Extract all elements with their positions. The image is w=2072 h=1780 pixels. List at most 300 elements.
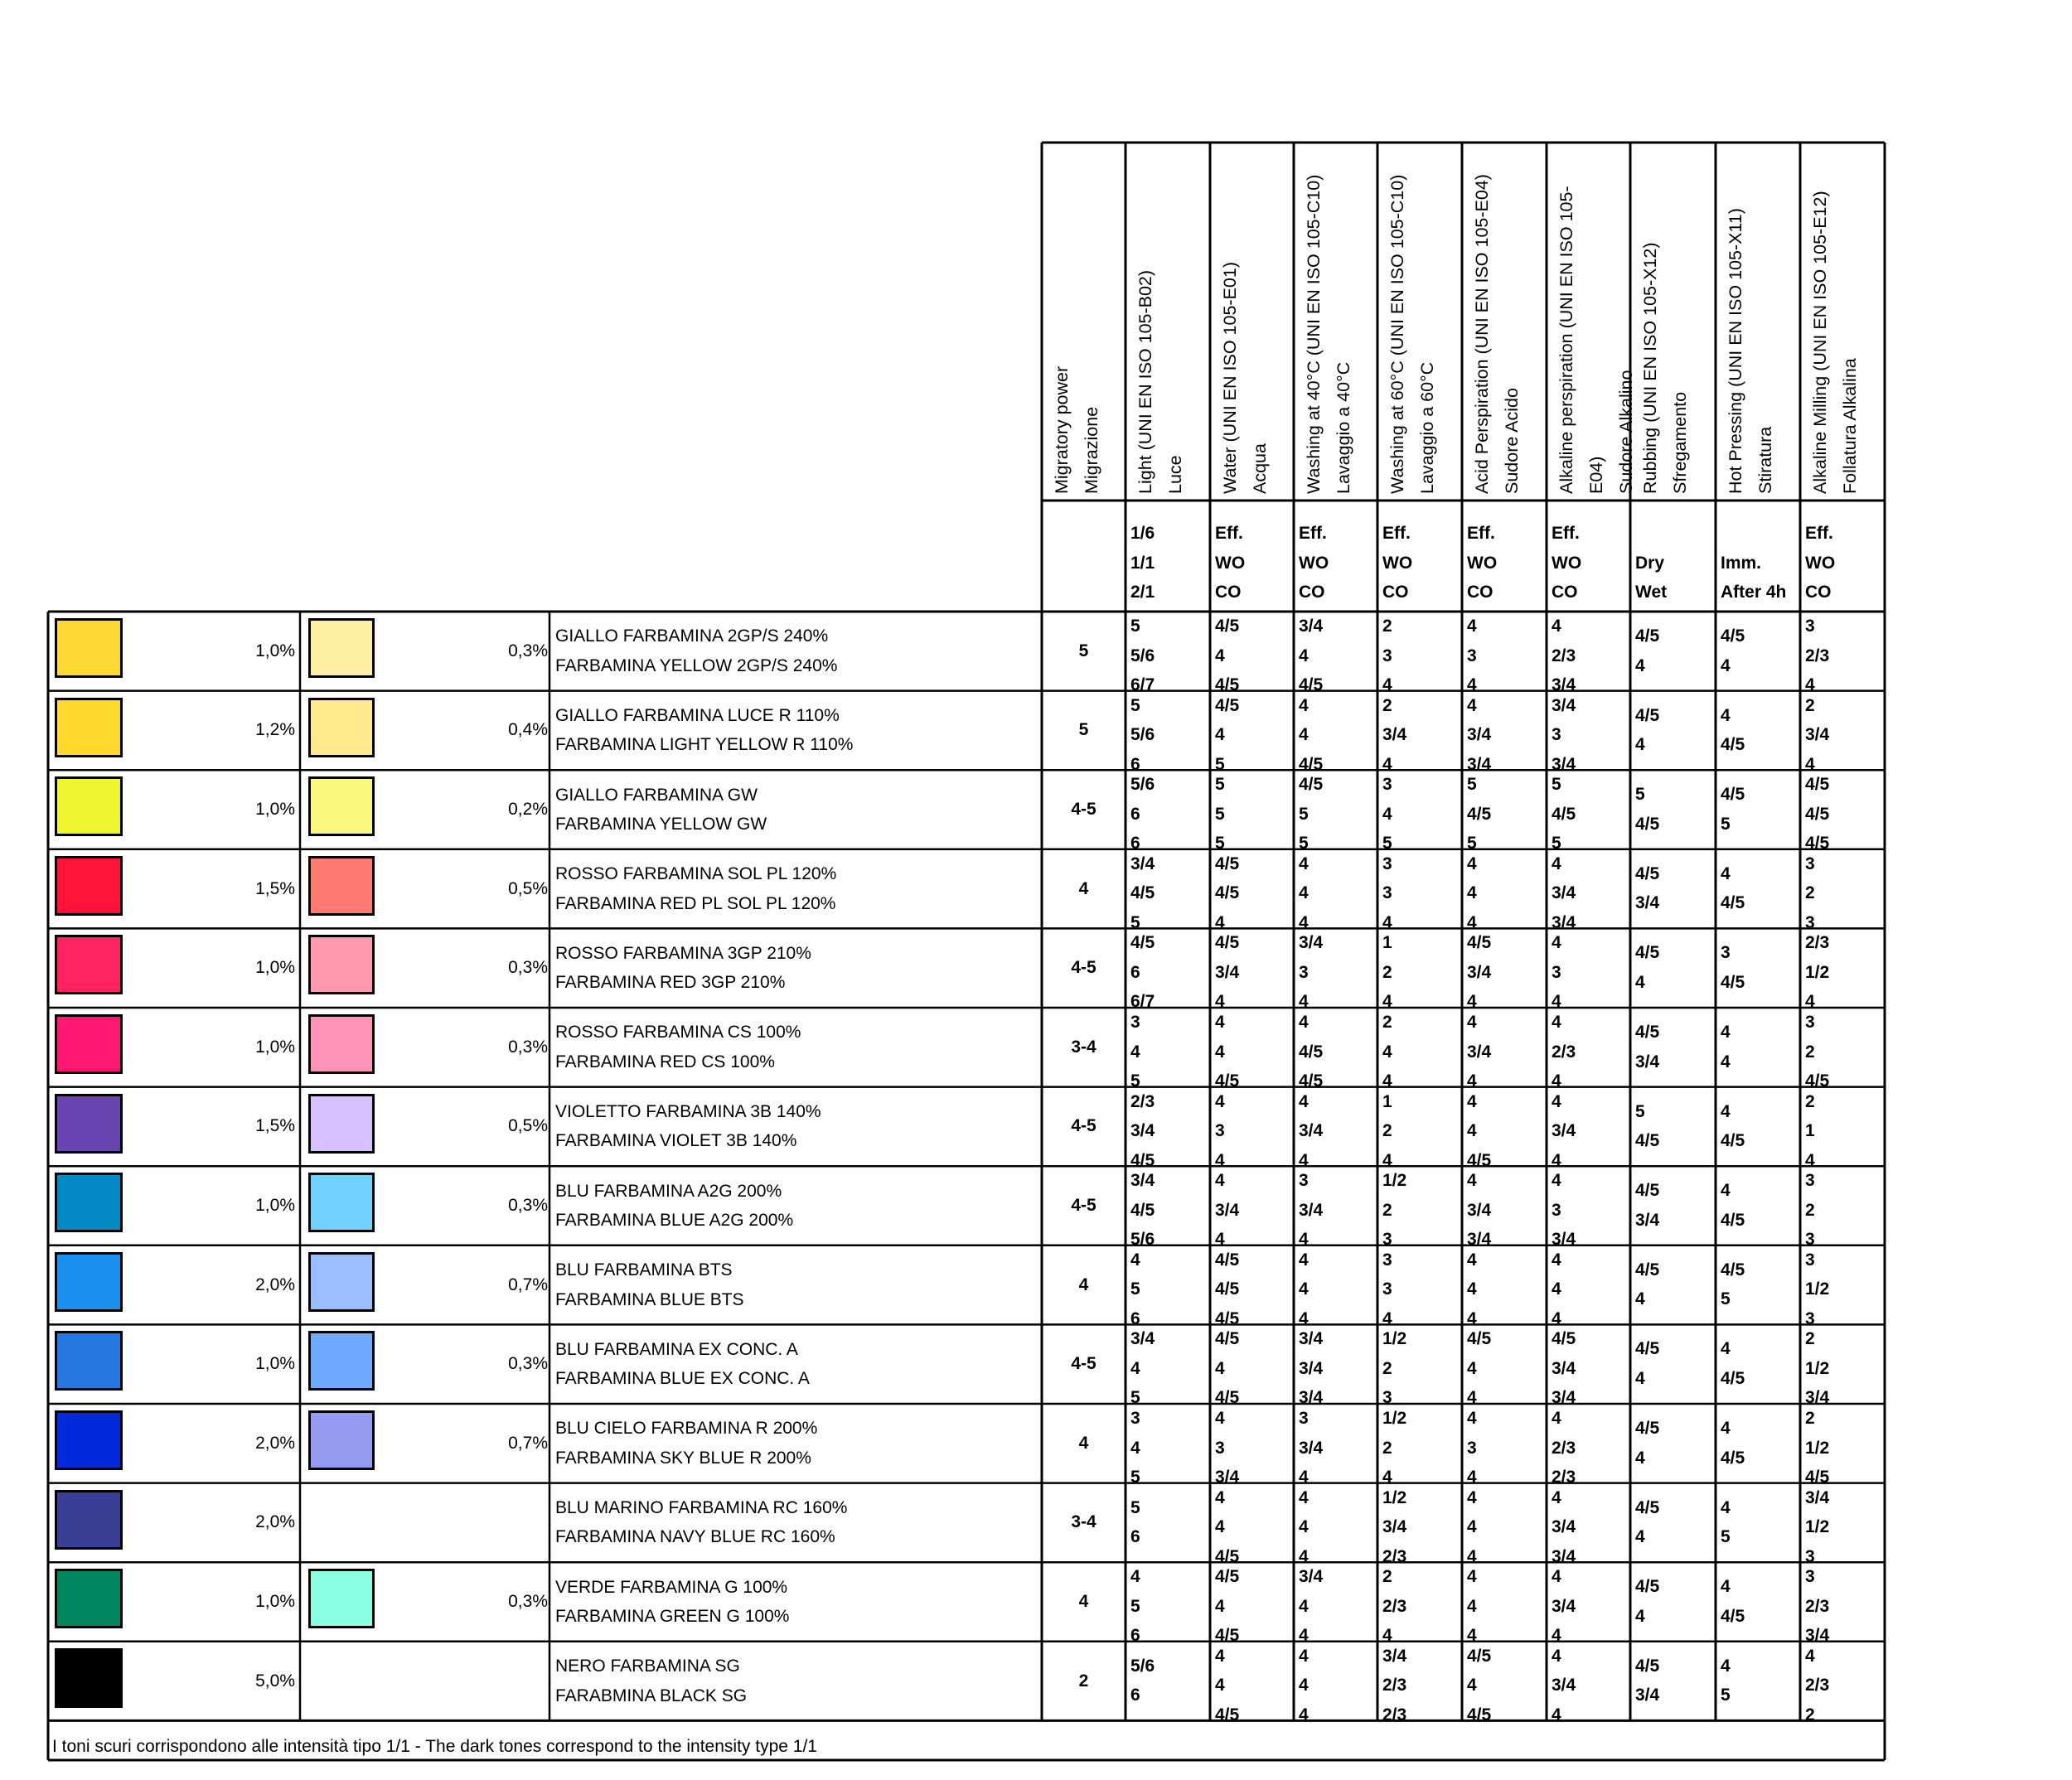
light-color-swatch: [308, 776, 375, 836]
fastness-value: 4/5: [1467, 933, 1492, 953]
dye-name-italian: BLU FARBAMINA A2G 200%: [555, 1181, 782, 1201]
fastness-value: 4: [1382, 1626, 1392, 1641]
fastness-value: 4/5: [1130, 1200, 1155, 1220]
fastness-cell: [1299, 770, 1376, 849]
fastness-value: 4: [1467, 617, 1477, 636]
fastness-value: 4: [1805, 754, 1815, 770]
fastness-value: 1/2: [1382, 1487, 1407, 1507]
fastness-value: 5/6: [1130, 646, 1155, 665]
fastness-cell: [1635, 1166, 1714, 1245]
fastness-value: 3/4: [1467, 725, 1492, 745]
fastness-value: 4: [1382, 1071, 1392, 1086]
fastness-cell: [1552, 849, 1629, 928]
fastness-cell: [1552, 1324, 1629, 1403]
light-color-swatch: [308, 856, 375, 916]
column-header-line1: Water (UNI EN ISO 105-E01): [1220, 262, 1240, 494]
fastness-value: 2: [1382, 1567, 1392, 1587]
light-color-swatch: [308, 1252, 375, 1312]
fastness-value: 4: [1130, 1250, 1140, 1270]
fastness-cell: [1721, 1324, 1798, 1403]
fastness-cell: [1805, 928, 1883, 1007]
fastness-value: 3: [1467, 1438, 1477, 1458]
fastness-value: 4: [1467, 1171, 1477, 1191]
fastness-cell: [1467, 1166, 1545, 1245]
subheader-label: 1/1: [1130, 553, 1155, 573]
fastness-value: 4: [1467, 695, 1477, 715]
fastness-value: 4: [1299, 1517, 1309, 1537]
fastness-value: 4: [1215, 1646, 1225, 1666]
fastness-value: 4/5: [1805, 834, 1830, 849]
fastness-value: 1: [1382, 933, 1392, 953]
fastness-value: 4: [1805, 992, 1815, 1007]
dark-color-swatch: [55, 1331, 123, 1391]
fastness-value: 4/5: [1635, 1023, 1660, 1042]
dark-color-swatch: [55, 618, 123, 678]
fastness-value: 3: [1805, 617, 1815, 636]
fastness-value: 5: [1130, 1388, 1140, 1403]
fastness-value: 4: [1130, 1438, 1140, 1458]
fastness-value: 4: [1299, 725, 1309, 745]
fastness-cell: [1635, 1008, 1714, 1086]
light-percent: 0,4%: [508, 720, 548, 740]
fastness-value: 3: [1215, 1121, 1225, 1141]
fastness-value: 3: [1382, 646, 1392, 665]
fastness-cell: [1130, 849, 1208, 928]
fastness-value: 5: [1130, 1497, 1140, 1517]
fastness-value: 3: [1467, 646, 1477, 665]
fastness-value: 4/5: [1635, 1497, 1660, 1517]
dye-name-english: FARBAMINA GREEN G 100%: [555, 1607, 790, 1626]
dye-name-english: FARBAMINA BLUE BTS: [555, 1289, 744, 1309]
fastness-cell: [1552, 1008, 1629, 1086]
fastness-cell: [1299, 1166, 1376, 1245]
column-header-line2: Lavaggio a 60°C: [1417, 361, 1437, 494]
fastness-value: 4/5: [1635, 626, 1660, 646]
fastness-value: 4: [1215, 1230, 1225, 1245]
fastness-value: 4/5: [1721, 785, 1745, 805]
fastness-value: 4: [1552, 1013, 1561, 1032]
fastness-value: 4: [1552, 1279, 1561, 1299]
fastness-value: 2: [1382, 1200, 1392, 1220]
light-percent: 0,3%: [508, 1196, 548, 1215]
fastness-cell: [1552, 1483, 1629, 1562]
fastness-cell: [1130, 1166, 1208, 1245]
fastness-value: 4/5: [1467, 1705, 1492, 1720]
fastness-value: 3: [1382, 1250, 1392, 1270]
fastness-value: 4: [1805, 1150, 1815, 1166]
column-header-line2: Sudore Acido: [1502, 388, 1522, 494]
fastness-value: 4: [1382, 1150, 1392, 1166]
subheader-label: Eff.: [1382, 524, 1411, 543]
fastness-value: 2/3: [1552, 1042, 1576, 1062]
fastness-value: 4/5: [1721, 626, 1745, 646]
fastness-cell: [1215, 1166, 1292, 1245]
fastness-value: 3: [1382, 854, 1392, 873]
migration-value: 4: [1078, 1275, 1089, 1294]
dye-name-italian: GIALLO FARBAMINA GW: [555, 785, 758, 805]
fastness-value: 4: [1467, 883, 1477, 903]
fastness-cell: [1467, 1008, 1545, 1086]
column-header-6: [1552, 186, 1641, 494]
fastness-value: 4/5: [1721, 735, 1745, 755]
fastness-value: 1/2: [1382, 1329, 1407, 1349]
fastness-cell: [1721, 612, 1798, 690]
dye-name-english: FARBAMINA NAVY BLUE RC 160%: [555, 1527, 835, 1547]
footnote: I toni scuri corrispondono alle intensità tipo 1/1 - The dark tones correspond to the intensity type 1/1: [52, 1737, 817, 1756]
fastness-value: 4: [1130, 1567, 1140, 1587]
fastness-value: 5: [1130, 912, 1140, 928]
fastness-cell: [1215, 612, 1292, 690]
subheader-label: WO: [1805, 553, 1836, 573]
fastness-value: 4: [1552, 1171, 1561, 1191]
fastness-cell: [1552, 928, 1629, 1007]
fastness-cell: [1635, 1483, 1714, 1562]
fastness-value: 5: [1215, 804, 1225, 824]
subheader-label: CO: [1467, 583, 1493, 602]
column-header-5: [1467, 174, 1527, 494]
fastness-value: 6: [1130, 1686, 1140, 1705]
fastness-value: 4/5: [1130, 1150, 1155, 1166]
fastness-value: 4: [1215, 1676, 1225, 1695]
fastness-value: 3/4: [1805, 1388, 1830, 1403]
fastness-cell: [1130, 1008, 1208, 1086]
fastness-cell: [1382, 1008, 1460, 1086]
fastness-value: 5: [1721, 1686, 1731, 1705]
fastness-value: 4: [1299, 854, 1309, 873]
column-header-line2: E04): [1586, 456, 1606, 494]
fastness-value: 4: [1382, 1042, 1392, 1062]
fastness-value: 4: [1299, 1250, 1309, 1270]
fastness-value: 4: [1215, 1091, 1225, 1111]
fastness-value: 2: [1805, 1705, 1815, 1720]
dark-percent: 1,5%: [255, 1116, 295, 1136]
fastness-value: 2: [1805, 1409, 1815, 1428]
fastness-value: 2: [1805, 1200, 1815, 1220]
fastness-value: 3/4: [1552, 1546, 1576, 1562]
fastness-value: 3/4: [1299, 1121, 1324, 1141]
column-header-4: [1382, 175, 1442, 494]
fastness-value: 4/5: [1635, 1419, 1660, 1438]
fastness-value: 3: [1805, 1171, 1815, 1191]
fastness-value: 4: [1467, 1546, 1477, 1562]
column-header-line3: Sudore Alkalino: [1616, 370, 1636, 494]
migration-value: 5: [1078, 720, 1089, 740]
fastness-cell: [1721, 1642, 1798, 1720]
fastness-value: 4: [1552, 1150, 1561, 1166]
fastness-value: 3/4: [1552, 883, 1576, 903]
fastness-value: 4: [1215, 1487, 1225, 1507]
fastness-value: 4/5: [1215, 1308, 1240, 1324]
subheader-label: CO: [1299, 583, 1325, 602]
fastness-value: 4: [1552, 854, 1561, 873]
dye-name-italian: BLU MARINO FARBAMINA RC 160%: [555, 1497, 848, 1517]
fastness-value: 4: [1721, 1052, 1731, 1071]
fastness-cell: [1635, 1404, 1714, 1483]
subheader-label: Eff.: [1215, 524, 1243, 543]
fastness-value: 3/4: [1467, 1042, 1492, 1062]
fastness-cell: [1382, 1087, 1460, 1166]
fastness-value: 2: [1382, 695, 1392, 715]
fastness-cell: [1467, 1562, 1545, 1641]
fastness-cell: [1805, 770, 1883, 849]
dark-percent: 1,5%: [255, 878, 295, 898]
fastness-cell: [1130, 1324, 1208, 1403]
dye-name: [555, 1255, 744, 1314]
fastness-value: 4: [1552, 1626, 1561, 1641]
dark-percent: 1,2%: [255, 720, 295, 740]
fastness-value: 4: [1215, 1013, 1225, 1032]
fastness-value: 4: [1467, 675, 1477, 690]
fastness-value: 4: [1299, 1013, 1309, 1032]
fastness-value: 4/5: [1805, 804, 1830, 824]
fastness-value: 4: [1467, 992, 1477, 1007]
fastness-cell: [1721, 849, 1798, 928]
fastness-value: 3: [1215, 1438, 1225, 1458]
fastness-value: 4: [1635, 655, 1645, 675]
fastness-cell: [1382, 1483, 1460, 1562]
fastness-value: 4: [1382, 1308, 1392, 1324]
fastness-cell: [1215, 770, 1292, 849]
fastness-cell: [1382, 1166, 1460, 1245]
fastness-value: 4/5: [1721, 1606, 1745, 1626]
fastness-value: 4: [1721, 1023, 1731, 1042]
fastness-value: 4: [1635, 972, 1645, 992]
fastness-value: 5: [1130, 1468, 1140, 1483]
light-percent: 0,7%: [508, 1433, 548, 1453]
fastness-value: 4: [1299, 1230, 1309, 1245]
dye-name-italian: ROSSO FARBAMINA 3GP 210%: [555, 943, 811, 963]
fastness-value: 1: [1805, 1121, 1815, 1141]
dye-name: [555, 1652, 747, 1710]
subheader-label: WO: [1382, 553, 1413, 573]
fastness-cell: [1215, 928, 1292, 1007]
fastness-value: 3: [1299, 1409, 1309, 1428]
migration-value: 4: [1078, 878, 1089, 898]
dye-name: [555, 1018, 801, 1076]
light-color-swatch: [308, 1410, 375, 1470]
fastness-value: 5: [1467, 834, 1477, 849]
fastness-cell: [1721, 1483, 1798, 1562]
fastness-value: 4/5: [1805, 775, 1830, 795]
light-percent: 0,5%: [508, 1116, 548, 1136]
fastness-value: 1/2: [1805, 1358, 1830, 1378]
column-header-3: [1299, 175, 1358, 494]
migration-value: 4-5: [1071, 1196, 1097, 1215]
fastness-value: 2/3: [1382, 1705, 1407, 1720]
light-percent: 0,3%: [508, 1354, 548, 1374]
column-header-line1: Washing at 40°C (UNI EN ISO 105-C10): [1304, 174, 1324, 494]
fastness-value: 4/5: [1721, 972, 1745, 992]
fastness-cell: [1215, 691, 1292, 770]
fastness-value: 4: [1721, 863, 1731, 883]
subheader-label: Dry: [1635, 553, 1665, 573]
fastness-cell: [1467, 1324, 1545, 1403]
dark-percent: 1,0%: [255, 1592, 295, 1611]
fastness-value: 4: [1805, 675, 1815, 690]
column-subheader-2: [1215, 519, 1245, 607]
fastness-value: 4: [1721, 1577, 1731, 1597]
fastness-value: 4/5: [1130, 933, 1155, 953]
fastness-value: 5: [1130, 1279, 1140, 1299]
fastness-cell: [1721, 1166, 1798, 1245]
fastness-value: 3/4: [1299, 1329, 1324, 1349]
fastness-value: 4/5: [1215, 1250, 1240, 1270]
fastness-cell: [1635, 1642, 1714, 1720]
column-subheader-4: [1382, 519, 1412, 607]
fastness-value: 3: [1721, 943, 1731, 963]
dye-name-english: FARBAMINA YELLOW 2GP/S 240%: [555, 655, 838, 675]
fastness-cell: [1635, 1087, 1714, 1166]
fastness-value: 2/3: [1552, 1438, 1576, 1458]
dye-name-italian: VERDE FARBAMINA G 100%: [555, 1577, 788, 1597]
fastness-cell: [1299, 1246, 1376, 1324]
column-header-line2: Lavaggio a 40°C: [1334, 361, 1353, 494]
migration-value: 4-5: [1071, 800, 1097, 819]
fastness-value: 3/4: [1467, 754, 1492, 770]
fastness-cell: [1215, 1404, 1292, 1483]
fastness-value: 6: [1130, 1308, 1140, 1324]
dye-name-english: FARBAMINA SKY BLUE R 200%: [555, 1448, 811, 1468]
column-header-line2: Follatura Alkalina: [1840, 358, 1860, 494]
fastness-value: 4/5: [1215, 1388, 1240, 1403]
fastness-value: 4/5: [1299, 754, 1324, 770]
fastness-value: 4: [1552, 1705, 1561, 1720]
fastness-value: 4: [1215, 646, 1225, 665]
fastness-value: 3/4: [1552, 1230, 1576, 1245]
fastness-value: 3: [1299, 1171, 1309, 1191]
column-header-line1: Alkaline Milling (UNI EN ISO 105-E12): [1810, 191, 1830, 494]
subheader-label: Eff.: [1552, 524, 1580, 543]
dark-color-swatch: [55, 698, 123, 757]
fastness-value: 4: [1215, 1358, 1225, 1378]
column-header-line1: Migratory power: [1052, 365, 1072, 494]
fastness-value: 4: [1467, 1250, 1477, 1270]
fastness-cell: [1635, 770, 1714, 849]
fastness-cell: [1130, 691, 1208, 770]
fastness-value: 4/5: [1635, 1131, 1660, 1151]
fastness-value: 4: [1299, 1705, 1309, 1720]
fastness-value: 4: [1299, 1676, 1309, 1695]
fastness-cell: [1215, 1483, 1292, 1562]
fastness-value: 4/5: [1299, 775, 1324, 795]
fastness-value: 3: [1382, 775, 1392, 795]
fastness-cell: [1635, 928, 1714, 1007]
fastness-cell: [1299, 1642, 1376, 1720]
fastness-value: 4: [1299, 646, 1309, 665]
fastness-cell: [1721, 928, 1798, 1007]
fastness-value: 3/4: [1130, 1171, 1155, 1191]
dye-name: [555, 1335, 810, 1394]
dye-name: [555, 1097, 821, 1156]
migration-value: 3-4: [1071, 1512, 1097, 1532]
migration-value: 4-5: [1071, 1116, 1097, 1136]
fastness-value: 1/2: [1805, 1438, 1830, 1458]
dark-percent: 1,0%: [255, 1196, 295, 1215]
column-header-line1: Alkaline perspiration (UNI EN ISO 105-: [1556, 186, 1576, 494]
fastness-value: 4: [1552, 617, 1561, 636]
dark-percent: 2,0%: [255, 1433, 295, 1453]
fastness-value: 3: [1552, 962, 1561, 982]
fastness-cell: [1552, 1246, 1629, 1324]
fastness-value: 3/4: [1805, 725, 1830, 745]
fastness-value: 4: [1382, 675, 1392, 690]
fastness-value: 4/5: [1721, 1131, 1745, 1151]
fastness-value: 4/5: [1721, 1448, 1745, 1468]
fastness-value: 2/3: [1552, 646, 1576, 665]
fastness-value: 3: [1552, 725, 1561, 745]
fastness-value: 3/4: [1467, 1200, 1492, 1220]
dye-name-english: FARBAMINA RED 3GP 210%: [555, 973, 786, 993]
fastness-value: 4/5: [1635, 1260, 1660, 1279]
fastness-value: 4: [1552, 1308, 1561, 1324]
migration-value: 2: [1078, 1671, 1089, 1691]
fastness-value: 4: [1552, 1091, 1561, 1111]
fastness-value: 4: [1299, 1596, 1309, 1616]
dye-name-italian: GIALLO FARBAMINA 2GP/S 240%: [555, 626, 829, 646]
fastness-value: 2: [1382, 1013, 1392, 1032]
fastness-value: 4: [1299, 1626, 1309, 1641]
fastness-cell: [1467, 691, 1545, 770]
fastness-value: 3/4: [1299, 1567, 1324, 1587]
fastness-value: 4/5: [1215, 675, 1240, 690]
fastness-value: 4: [1299, 1646, 1309, 1666]
fastness-value: 4: [1382, 1468, 1392, 1483]
fastness-cell: [1382, 928, 1460, 1007]
column-header-line1: Light (UNI EN ISO 105-B02): [1135, 269, 1155, 494]
fastness-value: 4: [1552, 1409, 1561, 1428]
fastness-value: 4/5: [1721, 1210, 1745, 1230]
fastness-value: 4/5: [1215, 883, 1240, 903]
fastness-cell: [1635, 849, 1714, 928]
fastness-cell: [1299, 1562, 1376, 1641]
fastness-value: 4: [1467, 1013, 1477, 1032]
light-percent: 0,3%: [508, 1592, 548, 1611]
column-header-line1: Hot Pressing (UNI EN ISO 105-X11): [1726, 208, 1745, 494]
fastness-cell: [1552, 1404, 1629, 1483]
fastness-value: 5: [1299, 834, 1309, 849]
fastness-value: 4/5: [1552, 804, 1576, 824]
fastness-value: 4/5: [1635, 1181, 1660, 1201]
fastness-value: 2/3: [1805, 1596, 1830, 1616]
fastness-cell: [1467, 928, 1545, 1007]
fastness-cell: [1299, 1008, 1376, 1086]
fastness-value: 4/5: [1805, 1468, 1830, 1483]
dye-name: [555, 622, 837, 680]
dye-name-english: FARBAMINA BLUE A2G 200%: [555, 1211, 794, 1230]
fastness-cell: [1467, 1483, 1545, 1562]
column-header-0: [1047, 366, 1106, 494]
fastness-value: 4/5: [1721, 1368, 1745, 1388]
migration-value: 4: [1078, 1592, 1089, 1611]
dark-color-swatch: [55, 1014, 123, 1074]
column-subheader-5: [1467, 519, 1497, 607]
fastness-value: 4: [1467, 1487, 1477, 1507]
fastness-value: 4: [1215, 1596, 1225, 1616]
fastness-cell: [1130, 1246, 1208, 1324]
fastness-value: 4: [1299, 1091, 1309, 1111]
fastness-value: 4/5: [1215, 1279, 1240, 1299]
light-color-swatch: [308, 1331, 375, 1391]
fastness-value: 4: [1635, 1606, 1645, 1626]
fastness-value: 4/5: [1130, 883, 1155, 903]
fastness-value: 2/3: [1130, 1091, 1155, 1111]
fastness-value: 1: [1382, 1091, 1392, 1111]
fastness-value: 1/2: [1805, 962, 1830, 982]
fastness-value: 4: [1382, 992, 1392, 1007]
dye-name: [555, 859, 836, 918]
fastness-value: 3: [1805, 854, 1815, 873]
fastness-value: 5: [1721, 1289, 1731, 1309]
